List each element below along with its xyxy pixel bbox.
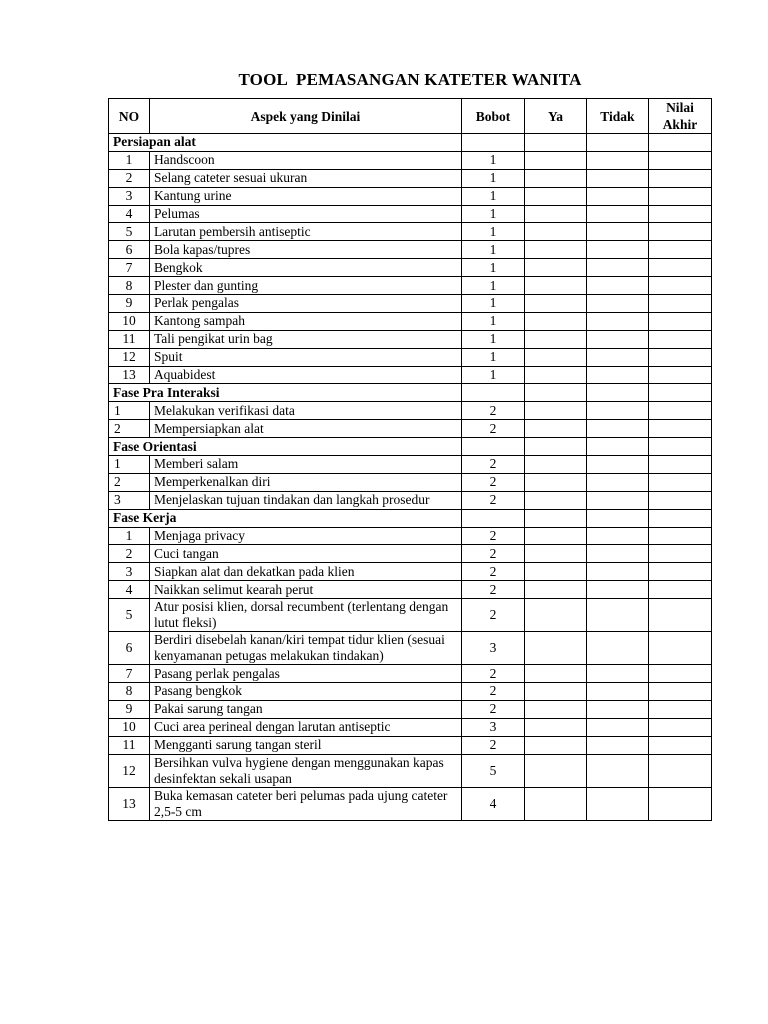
item-number: 8 <box>109 683 150 701</box>
tidak-cell <box>586 700 648 718</box>
item-bobot: 2 <box>461 665 524 683</box>
ya-cell <box>525 259 587 277</box>
table-row <box>109 241 712 259</box>
tidak-cell <box>586 295 648 313</box>
ya-cell <box>525 295 587 313</box>
nilai-akhir-cell <box>648 295 711 313</box>
ya-cell <box>525 420 587 438</box>
ya-cell <box>525 456 587 474</box>
item-aspek: Tali pengikat urin bag <box>149 330 461 348</box>
item-bobot: 2 <box>461 683 524 701</box>
ya-cell <box>525 330 587 348</box>
item-bobot: 1 <box>461 259 524 277</box>
nilai-akhir-cell <box>648 330 711 348</box>
ya-cell <box>525 277 587 295</box>
nilai-akhir-cell <box>648 187 711 205</box>
table-row <box>109 205 712 223</box>
table-row <box>109 295 712 313</box>
item-aspek: Pakai sarung tangan <box>149 700 461 718</box>
table-row <box>109 187 712 205</box>
table-row <box>109 632 712 665</box>
nilai-akhir-cell <box>648 169 711 187</box>
table-row <box>109 366 712 384</box>
item-number: 4 <box>109 581 150 599</box>
ya-cell <box>525 187 587 205</box>
tidak-cell <box>586 754 648 787</box>
section-row <box>109 134 712 152</box>
tidak-cell <box>586 420 648 438</box>
table-row <box>109 277 712 295</box>
item-aspek: Naikkan selimut kearah perut <box>149 581 461 599</box>
item-aspek: Pasang perlak pengalas <box>149 665 461 683</box>
table-row <box>109 754 712 787</box>
table-row <box>109 330 712 348</box>
item-aspek: Plester dan gunting <box>149 277 461 295</box>
item-bobot: 2 <box>461 491 524 509</box>
item-bobot: 2 <box>461 581 524 599</box>
ya-cell <box>525 736 587 754</box>
item-number: 1 <box>109 456 150 474</box>
item-aspek: Handscoon <box>149 151 461 169</box>
table-row <box>109 545 712 563</box>
item-aspek: Melakukan verifikasi data <box>149 402 461 420</box>
item-bobot: 2 <box>461 700 524 718</box>
table-row <box>109 736 712 754</box>
tidak-cell <box>586 632 648 665</box>
item-aspek: Berdiri disebelah kanan/kiri tempat tidur klien (sesuai kenyamanan petugas melakukan tindakan) <box>149 632 461 665</box>
table-row <box>109 563 712 581</box>
table-row <box>109 665 712 683</box>
item-number: 3 <box>109 563 150 581</box>
tidak-cell <box>586 736 648 754</box>
ya-cell <box>525 563 587 581</box>
item-number: 13 <box>109 366 150 384</box>
item-bobot: 2 <box>461 736 524 754</box>
bobot-cell <box>461 509 524 527</box>
tidak-cell <box>586 456 648 474</box>
item-aspek: Siapkan alat dan dekatkan pada klien <box>149 563 461 581</box>
table-row <box>109 420 712 438</box>
nilai-akhir-cell <box>648 456 711 474</box>
ya-cell <box>525 700 587 718</box>
table-row <box>109 348 712 366</box>
item-number: 2 <box>109 473 150 491</box>
header-ya: Ya <box>525 99 587 134</box>
nilai-akhir-cell <box>648 632 711 665</box>
item-bobot: 1 <box>461 348 524 366</box>
nilai-akhir-cell <box>648 787 711 820</box>
item-aspek: Perlak pengalas <box>149 295 461 313</box>
item-bobot: 1 <box>461 241 524 259</box>
item-aspek: Mempersiapkan alat <box>149 420 461 438</box>
nilai-akhir-cell <box>648 259 711 277</box>
tidak-cell <box>586 599 648 632</box>
item-number: 2 <box>109 420 150 438</box>
item-number: 3 <box>109 491 150 509</box>
item-bobot: 2 <box>461 563 524 581</box>
bobot-cell <box>461 438 524 456</box>
nilai-akhir-cell <box>648 527 711 545</box>
nilai-akhir-cell <box>648 151 711 169</box>
nilai-akhir-cell <box>648 384 711 402</box>
tidak-cell <box>586 169 648 187</box>
tidak-cell <box>586 473 648 491</box>
tidak-cell <box>586 277 648 295</box>
item-bobot: 1 <box>461 205 524 223</box>
ya-cell <box>525 348 587 366</box>
tidak-cell <box>586 312 648 330</box>
table-row <box>109 312 712 330</box>
tidak-cell <box>586 348 648 366</box>
item-number: 1 <box>109 527 150 545</box>
item-bobot: 3 <box>461 632 524 665</box>
nilai-akhir-cell <box>648 491 711 509</box>
ya-cell <box>525 581 587 599</box>
table-row <box>109 151 712 169</box>
bobot-cell <box>461 384 524 402</box>
item-bobot: 2 <box>461 473 524 491</box>
item-number: 5 <box>109 599 150 632</box>
nilai-akhir-cell <box>648 277 711 295</box>
bobot-cell <box>461 134 524 152</box>
item-bobot: 5 <box>461 754 524 787</box>
tidak-cell <box>586 718 648 736</box>
table-row <box>109 259 712 277</box>
item-number: 10 <box>109 312 150 330</box>
tidak-cell <box>586 151 648 169</box>
item-aspek: Mengganti sarung tangan steril <box>149 736 461 754</box>
tidak-cell <box>586 205 648 223</box>
ya-cell <box>525 366 587 384</box>
item-number: 11 <box>109 330 150 348</box>
ya-cell <box>525 402 587 420</box>
item-bobot: 3 <box>461 718 524 736</box>
tidak-cell <box>586 581 648 599</box>
header-nilai-akhir: Nilai Akhir <box>648 99 711 134</box>
ya-cell <box>525 473 587 491</box>
item-number: 9 <box>109 700 150 718</box>
table-row <box>109 223 712 241</box>
item-number: 7 <box>109 259 150 277</box>
item-bobot: 1 <box>461 187 524 205</box>
ya-cell <box>525 384 587 402</box>
item-aspek: Pasang bengkok <box>149 683 461 701</box>
nilai-akhir-cell <box>648 700 711 718</box>
item-number: 13 <box>109 787 150 820</box>
section-row <box>109 509 712 527</box>
item-number: 2 <box>109 545 150 563</box>
tidak-cell <box>586 665 648 683</box>
ya-cell <box>525 169 587 187</box>
tidak-cell <box>586 241 648 259</box>
item-aspek: Memperkenalkan diri <box>149 473 461 491</box>
nilai-akhir-cell <box>648 718 711 736</box>
ya-cell <box>525 205 587 223</box>
tidak-cell <box>586 545 648 563</box>
item-number: 4 <box>109 205 150 223</box>
item-aspek: Cuci area perineal dengan larutan antiseptic <box>149 718 461 736</box>
section-title: Fase Kerja <box>109 509 462 527</box>
table-row <box>109 169 712 187</box>
tidak-cell <box>586 366 648 384</box>
header-no: NO <box>109 99 150 134</box>
nilai-akhir-cell <box>648 545 711 563</box>
page-title: TOOL PEMASANGAN KATETER WANITA <box>238 70 582 89</box>
item-number: 9 <box>109 295 150 313</box>
section-title: Fase Pra Interaksi <box>109 384 462 402</box>
ya-cell <box>525 134 587 152</box>
item-aspek: Cuci tangan <box>149 545 461 563</box>
ya-cell <box>525 665 587 683</box>
item-aspek: Bersihkan vulva hygiene dengan menggunakan kapas desinfektan sekali usapan <box>149 754 461 787</box>
ya-cell <box>525 599 587 632</box>
nilai-akhir-cell <box>648 563 711 581</box>
item-aspek: Kantung urine <box>149 187 461 205</box>
nilai-akhir-cell <box>648 683 711 701</box>
table-row <box>109 787 712 820</box>
item-number: 2 <box>109 169 150 187</box>
section-row <box>109 438 712 456</box>
item-aspek: Bola kapas/tupres <box>149 241 461 259</box>
table-row <box>109 456 712 474</box>
nilai-akhir-cell <box>648 509 711 527</box>
item-bobot: 2 <box>461 599 524 632</box>
tidak-cell <box>586 491 648 509</box>
nilai-akhir-cell <box>648 754 711 787</box>
nilai-akhir-cell <box>648 665 711 683</box>
item-bobot: 2 <box>461 420 524 438</box>
ya-cell <box>525 527 587 545</box>
item-aspek: Memberi salam <box>149 456 461 474</box>
ya-cell <box>525 509 587 527</box>
item-aspek: Menjelaskan tujuan tindakan dan langkah prosedur <box>149 491 461 509</box>
item-aspek: Buka kemasan cateter beri pelumas pada ujung cateter 2,5-5 cm <box>149 787 461 820</box>
item-number: 8 <box>109 277 150 295</box>
table-row <box>109 402 712 420</box>
item-bobot: 4 <box>461 787 524 820</box>
nilai-akhir-cell <box>648 736 711 754</box>
nilai-akhir-cell <box>648 223 711 241</box>
item-bobot: 1 <box>461 223 524 241</box>
tidak-cell <box>586 384 648 402</box>
item-number: 5 <box>109 223 150 241</box>
tidak-cell <box>586 134 648 152</box>
nilai-akhir-cell <box>648 348 711 366</box>
item-number: 6 <box>109 632 150 665</box>
item-bobot: 1 <box>461 330 524 348</box>
item-bobot: 2 <box>461 456 524 474</box>
nilai-akhir-cell <box>648 420 711 438</box>
nilai-akhir-cell <box>648 473 711 491</box>
table-header-row <box>109 99 712 134</box>
table-row <box>109 491 712 509</box>
table-row <box>109 599 712 632</box>
ya-cell <box>525 683 587 701</box>
item-aspek: Pelumas <box>149 205 461 223</box>
tidak-cell <box>586 223 648 241</box>
table-body <box>109 134 712 821</box>
item-bobot: 1 <box>461 295 524 313</box>
nilai-akhir-cell <box>648 366 711 384</box>
item-number: 3 <box>109 187 150 205</box>
item-number: 1 <box>109 402 150 420</box>
table-row <box>109 527 712 545</box>
ya-cell <box>525 754 587 787</box>
table-row <box>109 473 712 491</box>
tidak-cell <box>586 330 648 348</box>
tidak-cell <box>586 438 648 456</box>
assessment-table <box>108 98 712 821</box>
nilai-akhir-cell <box>648 402 711 420</box>
tidak-cell <box>586 509 648 527</box>
tidak-cell <box>586 787 648 820</box>
tidak-cell <box>586 563 648 581</box>
item-number: 10 <box>109 718 150 736</box>
nilai-akhir-cell <box>648 581 711 599</box>
item-aspek: Larutan pembersih antiseptic <box>149 223 461 241</box>
tidak-cell <box>586 683 648 701</box>
item-number: 1 <box>109 151 150 169</box>
item-aspek: Selang cateter sesuai ukuran <box>149 169 461 187</box>
tidak-cell <box>586 259 648 277</box>
item-aspek: Bengkok <box>149 259 461 277</box>
item-bobot: 2 <box>461 545 524 563</box>
item-aspek: Kantong sampah <box>149 312 461 330</box>
ya-cell <box>525 718 587 736</box>
table-row <box>109 581 712 599</box>
item-bobot: 2 <box>461 527 524 545</box>
nilai-akhir-cell <box>648 599 711 632</box>
item-number: 11 <box>109 736 150 754</box>
item-aspek: Aquabidest <box>149 366 461 384</box>
section-title: Fase Orientasi <box>109 438 462 456</box>
nilai-akhir-cell <box>648 205 711 223</box>
ya-cell <box>525 438 587 456</box>
ya-cell <box>525 491 587 509</box>
item-bobot: 1 <box>461 151 524 169</box>
ya-cell <box>525 151 587 169</box>
item-number: 7 <box>109 665 150 683</box>
table-row <box>109 718 712 736</box>
ya-cell <box>525 545 587 563</box>
ya-cell <box>525 632 587 665</box>
item-number: 12 <box>109 754 150 787</box>
header-tidak: Tidak <box>586 99 648 134</box>
tidak-cell <box>586 187 648 205</box>
nilai-akhir-cell <box>648 438 711 456</box>
item-aspek: Spuit <box>149 348 461 366</box>
ya-cell <box>525 223 587 241</box>
item-bobot: 1 <box>461 277 524 295</box>
item-bobot: 1 <box>461 366 524 384</box>
table-row <box>109 700 712 718</box>
item-bobot: 1 <box>461 169 524 187</box>
ya-cell <box>525 787 587 820</box>
item-number: 6 <box>109 241 150 259</box>
item-aspek: Menjaga privacy <box>149 527 461 545</box>
header-aspek: Aspek yang Dinilai <box>149 99 461 134</box>
item-aspek: Atur posisi klien, dorsal recumbent (terlentang dengan lutut fleksi) <box>149 599 461 632</box>
table-row <box>109 683 712 701</box>
tidak-cell <box>586 402 648 420</box>
section-row <box>109 384 712 402</box>
nilai-akhir-cell <box>648 312 711 330</box>
header-bobot: Bobot <box>461 99 524 134</box>
tidak-cell <box>586 527 648 545</box>
item-bobot: 2 <box>461 402 524 420</box>
nilai-akhir-cell <box>648 134 711 152</box>
ya-cell <box>525 312 587 330</box>
item-bobot: 1 <box>461 312 524 330</box>
section-title: Persiapan alat <box>109 134 462 152</box>
item-number: 12 <box>109 348 150 366</box>
ya-cell <box>525 241 587 259</box>
nilai-akhir-cell <box>648 241 711 259</box>
